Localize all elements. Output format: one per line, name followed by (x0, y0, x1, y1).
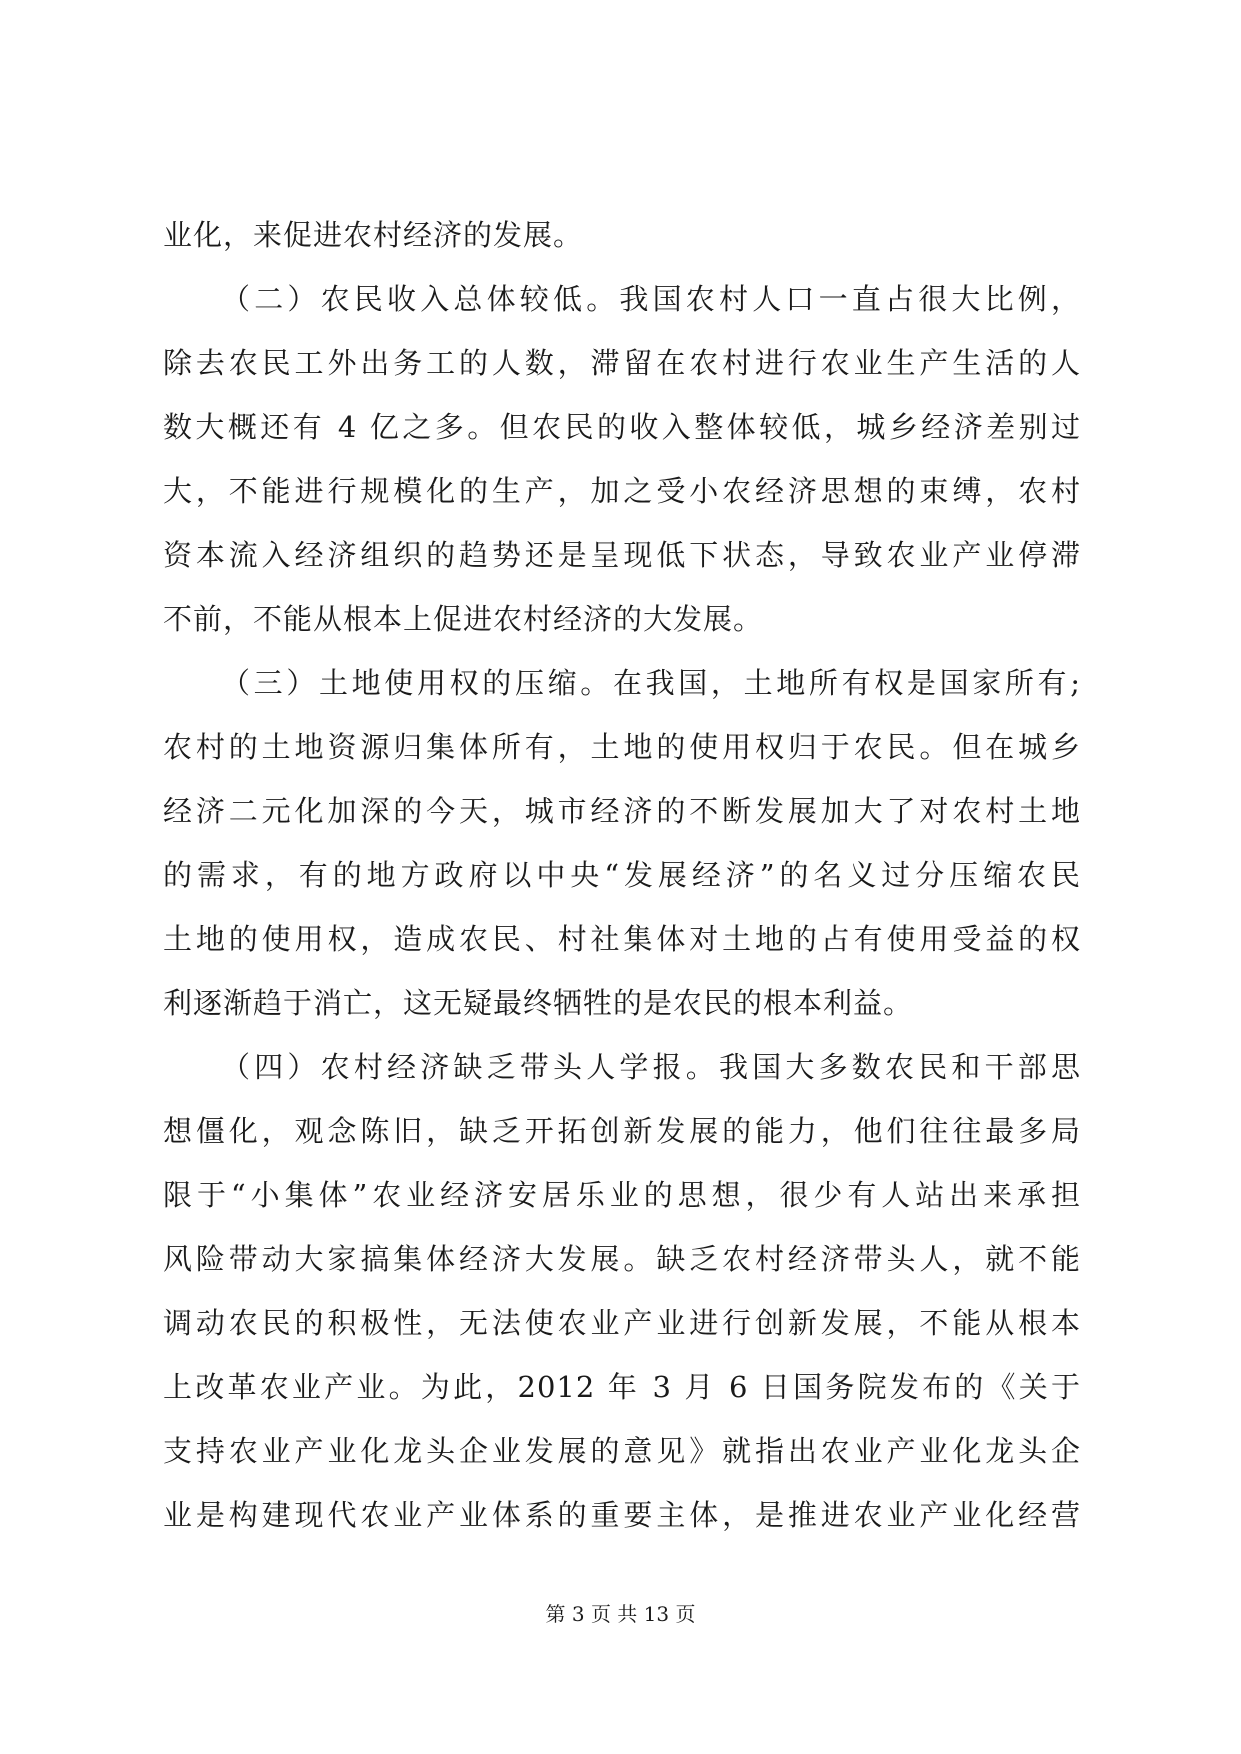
text-line: 经济二元化加深的今天，城市经济的不断发展加大了对农村土地 (163, 794, 1081, 828)
page-footer: 第 3 页 共 13 页 (545, 1602, 696, 1626)
text-line: 资本流入经济组织的趋势还是呈现低下状态，导致农业产业停滞 (163, 538, 1081, 572)
text-line: 利逐渐趋于消亡，这无疑最终牺牲的是农民的根本利益。 (163, 986, 914, 1020)
text-line: （二）农民收入总体较低。我国农村人口一直占很大比例， (221, 282, 1081, 316)
text-line: 的需求，有的地方政府以中央“发展经济”的名义过分压缩农民 (163, 858, 1081, 892)
text-line: 数大概还有 4 亿之多。但农民的收入整体较低，城乡经济差别过 (163, 410, 1081, 444)
text-line: 土地的使用权，造成农民、村社集体对土地的占有使用受益的权 (163, 922, 1081, 956)
text-line: 不前，不能从根本上促进农村经济的大发展。 (163, 602, 764, 636)
text-line: 支持农业产业化龙头企业发展的意见》就指出农业产业化龙头企 (163, 1434, 1081, 1468)
text-line: 农村的土地资源归集体所有，土地的使用权归于农民。但在城乡 (163, 730, 1081, 764)
text-line: 风险带动大家搞集体经济大发展。缺乏农村经济带头人，就不能 (163, 1242, 1081, 1276)
text-line: （四）农村经济缺乏带头人学报。我国大多数农民和干部思 (221, 1050, 1081, 1084)
text-line: 上改革农业产业。为此，2012 年 3 月 6 日国务院发布的《关于 (163, 1370, 1081, 1404)
text-line: 除去农民工外出务工的人数，滞留在农村进行农业生产生活的人 (163, 346, 1081, 380)
text-line: 想僵化，观念陈旧，缺乏开拓创新发展的能力，他们往往最多局 (163, 1114, 1081, 1148)
text-line: 业是构建现代农业产业体系的重要主体，是推进农业产业化经营 (163, 1498, 1081, 1532)
text-line: 业化，来促进农村经济的发展。 (163, 218, 584, 252)
body-text (163, 203, 1081, 1547)
text-line: 大，不能进行规模化的生产，加之受小农经济思想的束缚，农村 (163, 474, 1081, 508)
text-line: 限于“小集体”农业经济安居乐业的思想，很少有人站出来承担 (163, 1178, 1081, 1212)
text-line: 调动农民的积极性，无法使农业产业进行创新发展，不能从根本 (163, 1306, 1081, 1340)
text-line: （三）土地使用权的压缩。在我国，土地所有权是国家所有; (221, 666, 1081, 700)
